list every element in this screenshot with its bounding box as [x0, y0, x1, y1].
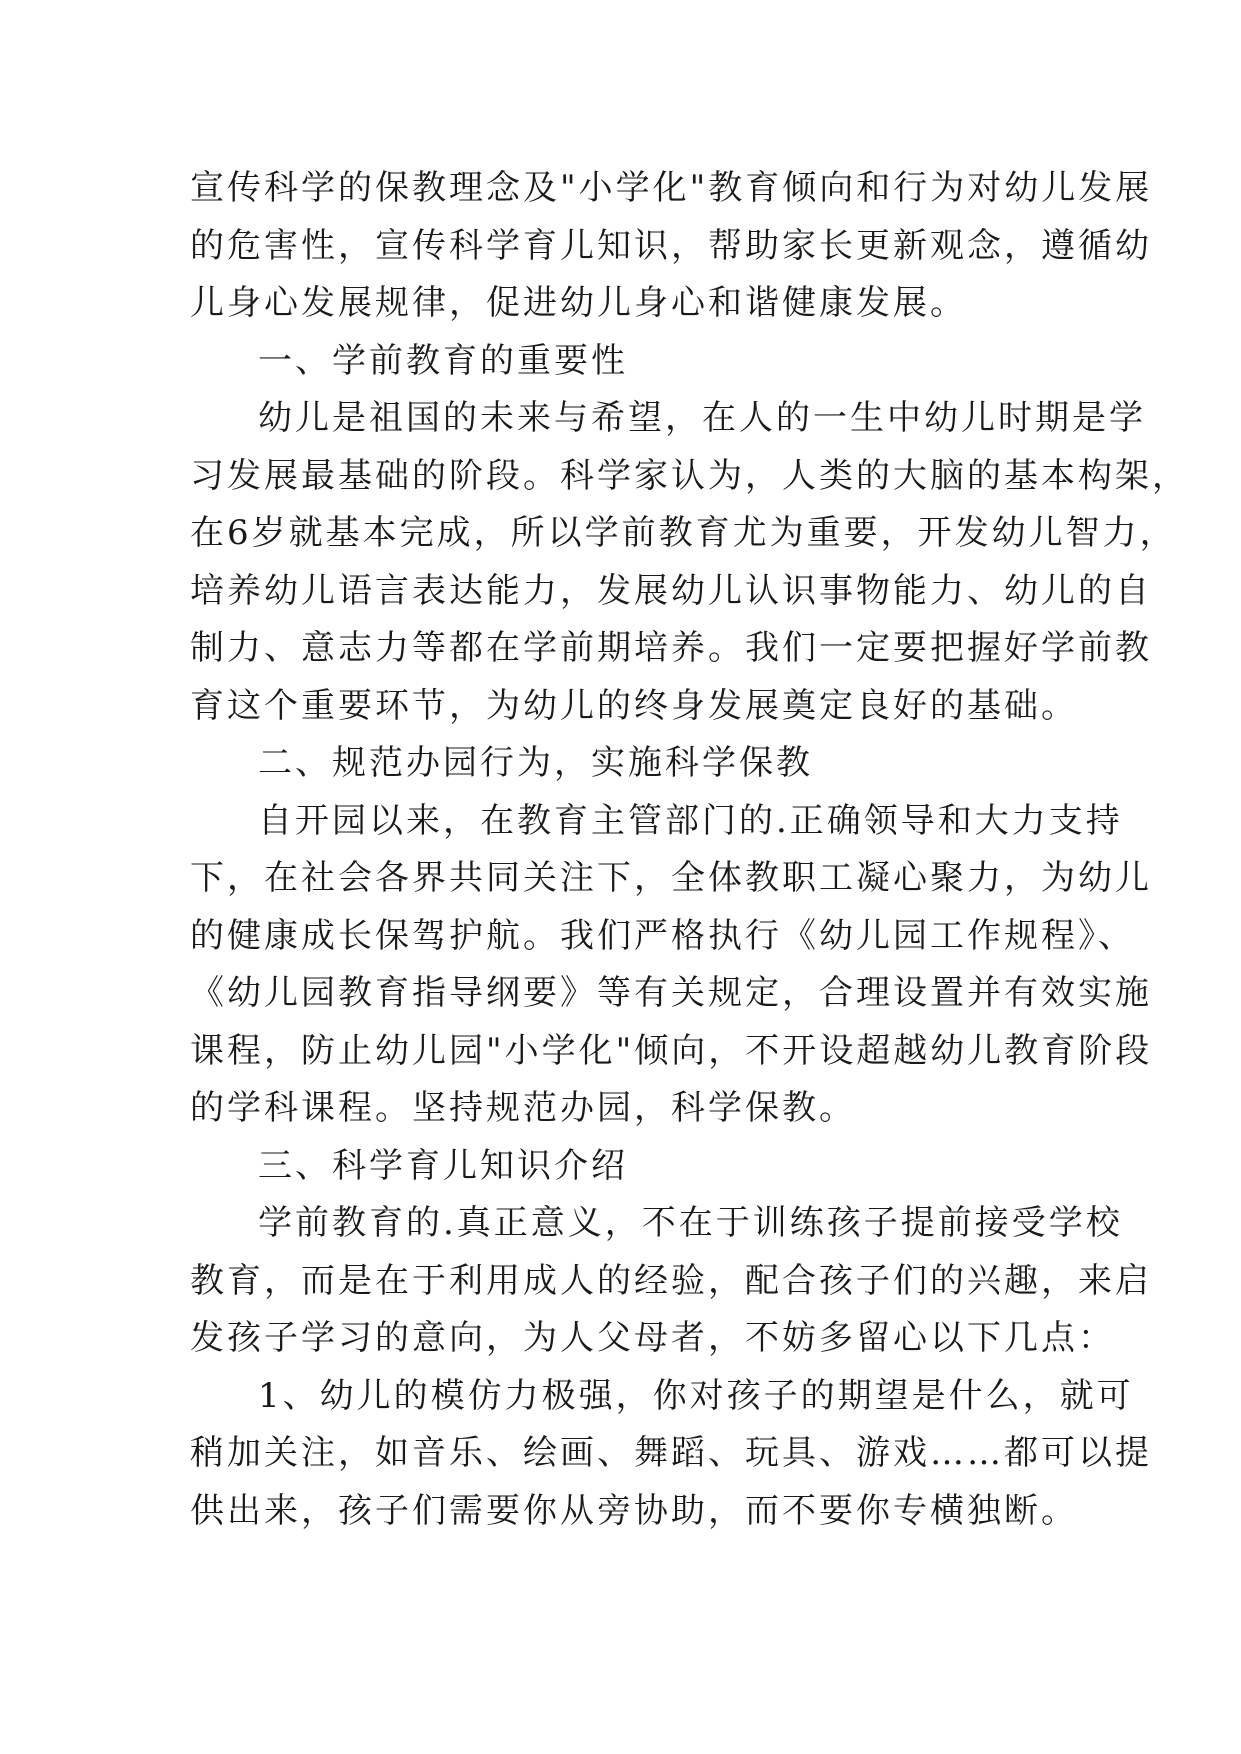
- paragraph-start: 幼儿是祖国的未来与希望，在人的一生中幼儿时期是学: [258, 398, 1146, 438]
- text-line: 发孩子学习的意向，为人父母者，不妨多留心以下几点：: [190, 1318, 1115, 1358]
- section-heading-2: 二、规范办园行为，实施科学保教: [258, 743, 813, 783]
- section-heading-1: 一、学前教育的重要性: [258, 340, 628, 381]
- paragraph-start: 自开园以来，在教育主管部门的.正确领导和大力支持: [258, 800, 1123, 841]
- text-line: 《幼儿园教育指导纲要》等有关规定，合理设置并有效实施: [190, 973, 1152, 1013]
- text-line: 供出来，孩子们需要你从旁协助，而不要你专横独断。: [190, 1490, 1078, 1531]
- text-line: 下，在社会各界共同关注下，全体教职工凝心聚力，为幼儿: [190, 858, 1152, 898]
- section-heading-3: 三、科学育儿知识介绍: [258, 1145, 628, 1186]
- text-line: 在6岁就基本完成，所以学前教育尤为重要，开发幼儿智力，: [190, 513, 1177, 553]
- text-line: 的危害性，宣传科学育儿知识，帮助家长更新观念，遵循幼: [190, 225, 1152, 266]
- text-line: 儿身心发展规律，促进幼儿身心和谐健康发展。: [190, 283, 967, 323]
- text-line: 的健康成长保驾护航。我们严格执行《幼儿园工作规程》、: [190, 915, 1135, 956]
- text-line: 习发展最基础的阶段。科学家认为，人类的大脑的基本构架，: [190, 455, 1189, 496]
- paragraph-start: 学前教育的.真正意义，不在于训练孩子提前接受学校: [258, 1203, 1123, 1243]
- list-item-start: 1、幼儿的模仿力极强，你对孩子的期望是什么，就可: [258, 1375, 1134, 1416]
- text-line: 稍加关注，如音乐、绘画、舞蹈、玩具、游戏……都可以提: [190, 1433, 1152, 1473]
- document-body: [190, 160, 1189, 1540]
- text-line: 课程，防止幼儿园"小学化"倾向，不开设超越幼儿教育阶段: [190, 1030, 1153, 1071]
- text-line: 的学科课程。坚持规范办园，科学保教。: [190, 1088, 856, 1128]
- text-line: 制力、意志力等都在学前期培养。我们一定要把握好学前教: [190, 628, 1152, 668]
- text-line: 教育，而是在于利用成人的经验，配合孩子们的兴趣，来启: [190, 1260, 1152, 1301]
- text-line: 育这个重要环节，为幼儿的终身发展奠定良好的基础。: [190, 685, 1078, 726]
- text-line: 宣传科学的保教理念及"小学化"教育倾向和行为对幼儿发展: [190, 168, 1153, 208]
- text-line: 培养幼儿语言表达能力，发展幼儿认识事物能力、幼儿的自: [190, 570, 1152, 611]
